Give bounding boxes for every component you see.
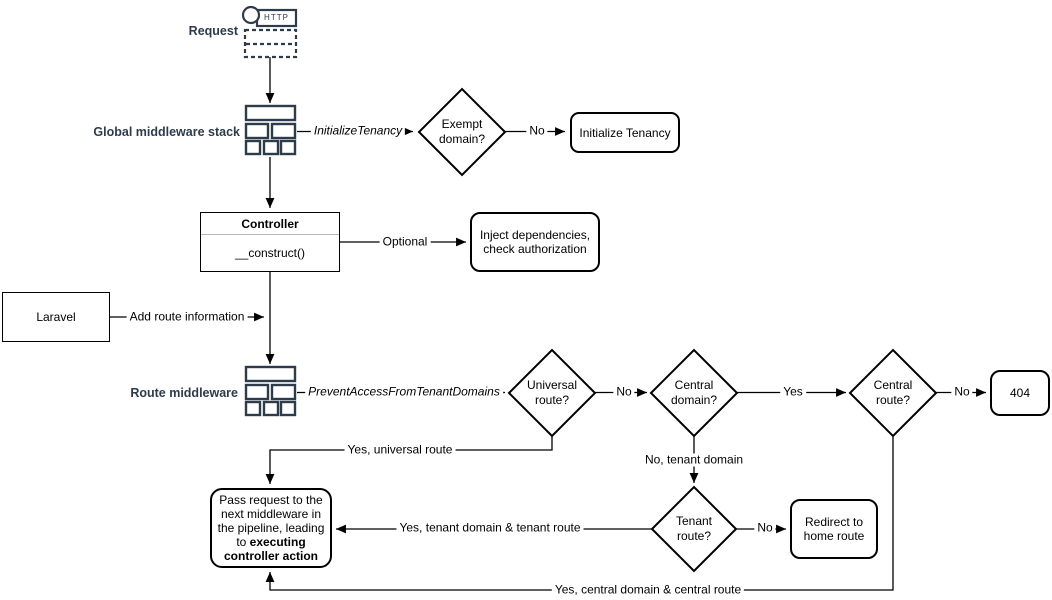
edge-label-central-route-no: No [951,386,972,399]
universal-route-diamond [509,350,595,436]
connectors [110,57,986,590]
edge-centralroute-yes [270,436,893,590]
request-label: Request [188,24,238,38]
edge-label-yes-universal: Yes, universal route [345,444,456,457]
pass-request-bold-text: executing controller action [223,535,318,563]
central-route-label: Central route? [873,378,913,407]
initialize-tenancy-node: Initialize Tenancy [570,112,680,153]
tenant-route-diamond [652,487,736,571]
edge-label-initialize-tenancy: InitializeTenancy [311,125,405,138]
tenant-route-label: Tenant route? [675,514,713,543]
http-icon-label: HTTP [264,13,289,22]
edge-label-yes-central: Yes, central domain & central route [552,584,744,597]
global-middleware-label: Global middleware stack [93,125,240,139]
controller-method: __construct() [234,246,306,260]
redirect-home-node: Redirect to home route [790,499,878,559]
universal-route-label: Universal route? [526,378,577,407]
central-domain-diamond [651,350,737,436]
exempt-domain-label: Exempt domain? [438,117,486,146]
edge-label-prevent-access: PreventAccessFromTenantDomains [305,386,503,399]
central-route-diamond [850,350,936,436]
edge-label-no-tenant-domain: No, tenant domain [642,454,746,467]
route-middleware-label: Route middleware [130,386,238,400]
laravel-node: Laravel [2,292,110,342]
central-domain-label: Central domain? [670,378,718,407]
middleware-stack-icon-route [246,367,295,415]
edge-label-exempt-no: No [526,125,547,138]
decision-diamonds [419,89,936,571]
edge-label-optional: Optional [380,236,431,249]
middleware-stack-icon-global [246,106,295,154]
http-request-icon-header [257,10,296,26]
controller-title: Controller [201,213,339,235]
inject-dependencies-node: Inject dependencies, check authorization [470,212,600,272]
not-found-node: 404 [990,370,1050,416]
edge-universal-yes [270,436,552,484]
http-request-icon-circle [243,7,259,23]
edge-label-central-domain-yes: Yes [780,386,806,399]
edge-label-yes-tenant: Yes, tenant domain & tenant route [396,522,583,535]
exempt-domain-diamond [419,89,505,175]
edge-label-tenant-no: No [754,522,775,535]
edge-label-universal-no: No [613,386,634,399]
http-request-icon [243,7,296,57]
pass-request-normal-text: Pass request to the next middleware in the pipeline, leading to [217,493,325,549]
edge-label-add-route-information: Add route information [127,311,248,324]
